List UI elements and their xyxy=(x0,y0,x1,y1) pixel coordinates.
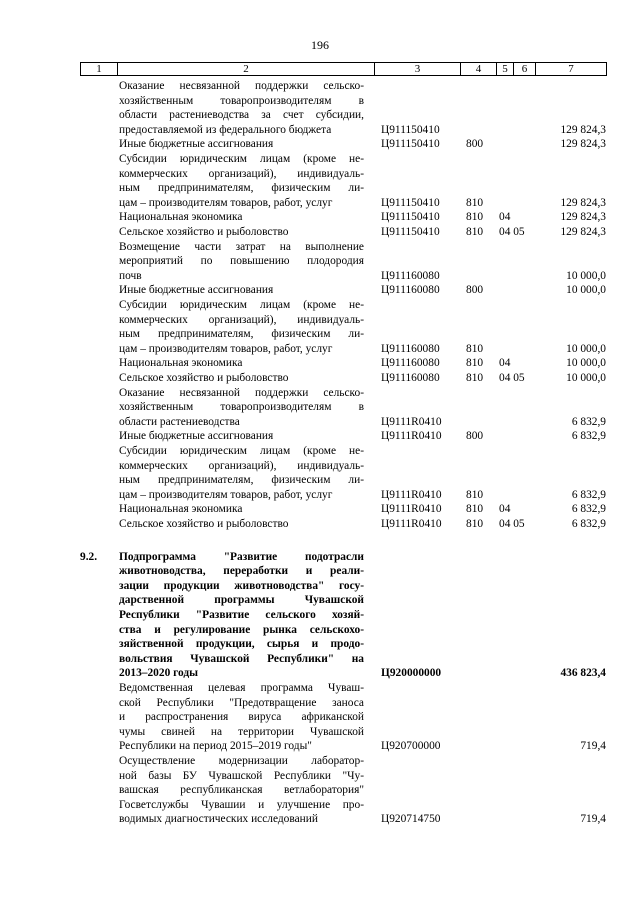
row-description xyxy=(119,79,364,137)
row-sum: 719,4 xyxy=(580,740,606,753)
header-col-5: 5 xyxy=(497,63,514,75)
header-col-2: 2 xyxy=(118,63,375,75)
row-code: Ц9111R0410 xyxy=(381,503,442,516)
description-line: вольствия Чувашской Республики" на xyxy=(119,652,364,665)
row-sum: 6 832,9 xyxy=(571,488,606,501)
description-line: Оказание несвязанной поддержки сельско- xyxy=(119,386,364,399)
row-description xyxy=(119,356,364,371)
row-description xyxy=(119,152,364,210)
row-expense-type: 800 xyxy=(466,138,484,151)
row-code: Ц911160080 xyxy=(381,342,440,355)
description-line: области растениеводства за счет субсидии, xyxy=(119,109,364,122)
description-line: животноводства, переработки и реали- xyxy=(119,565,364,578)
description-line: Субсидии юридическим лицам (кроме не- xyxy=(119,299,364,311)
description-line: ным предпринимателям, физическим ли- xyxy=(119,182,364,195)
row-code: Ц911160080 xyxy=(381,357,440,370)
row-sum: 129 824,3 xyxy=(560,226,606,238)
description-line: хозяйственным товаропроизводителям в xyxy=(119,401,364,414)
row-code: Ц9111R0410 xyxy=(381,518,442,530)
row-code: Ц911150410 xyxy=(381,138,440,151)
row-description xyxy=(119,225,364,240)
row-code: Ц920714750 xyxy=(381,813,441,826)
header-col-4: 4 xyxy=(461,63,497,75)
description-line: Субсидии юридическим лицам (кроме не- xyxy=(119,445,364,457)
row-description xyxy=(119,681,364,754)
description-line: цам – производителям товаров, работ, услуг xyxy=(119,196,333,209)
row-expense-type: 800 xyxy=(466,284,484,297)
description-line: ства и регулирование рынка сельскохо- xyxy=(119,623,364,636)
row-expense-type: 810 xyxy=(466,372,484,384)
description-line: цам – производителям товаров, работ, услуг xyxy=(119,488,333,501)
row-expense-type: 810 xyxy=(466,196,484,209)
description-line: коммерческих организаций), индивидуаль- xyxy=(119,459,364,472)
row-expense-type: 800 xyxy=(466,430,484,443)
row-sum: 6 832,9 xyxy=(571,415,606,428)
row-code: Ц911150410 xyxy=(381,123,440,136)
row-sum: 10 000,0 xyxy=(566,284,606,297)
row-description xyxy=(119,137,364,152)
description-line: Национальная экономика xyxy=(119,503,243,516)
description-line: Ведомственная целевая программа Чуваш- xyxy=(119,682,364,694)
row-expense-type: 810 xyxy=(466,503,484,516)
row-code: Ц911160080 xyxy=(381,269,440,282)
row-description xyxy=(119,240,364,284)
description-line: чумы свиней на территории Чувашской xyxy=(119,725,364,738)
row-description xyxy=(119,517,364,532)
description-line: ным предпринимателям, физическим ли- xyxy=(119,474,364,487)
row-sum: 129 824,3 xyxy=(560,123,606,136)
row-sum: 129 824,3 xyxy=(560,211,606,224)
description-line: Госветслужбы Чувашии и улучшение про- xyxy=(119,798,364,811)
row-expense-type: 810 xyxy=(466,342,484,355)
row-sum: 129 824,3 xyxy=(560,196,606,209)
description-line: Иные бюджетные ассигнования xyxy=(119,430,274,443)
row-code: Ц9111R0410 xyxy=(381,415,442,428)
row-description xyxy=(119,444,364,502)
row-code: Ц920700000 xyxy=(381,740,441,753)
description-line: 2013–2020 годы xyxy=(119,667,199,680)
row-section: 04 xyxy=(499,357,511,370)
row-description xyxy=(119,371,364,386)
row-expense-type: 810 xyxy=(466,211,484,224)
header-col-6: 6 xyxy=(514,63,536,75)
row-expense-type: 810 xyxy=(466,226,484,238)
row-expense-type: 810 xyxy=(466,357,484,370)
row-description xyxy=(119,298,364,356)
description-line: цам – производителям товаров, работ, услуг xyxy=(119,342,333,355)
row-description xyxy=(119,429,364,444)
description-line: хозяйственным товаропроизводителям в xyxy=(119,94,364,107)
description-line: Республики на период 2015–2019 годы" xyxy=(119,740,312,753)
description-line: ным предпринимателям, физическим ли- xyxy=(119,328,364,341)
description-line: водимых диагностических исследований xyxy=(119,813,318,826)
description-line: Иные бюджетные ассигнования xyxy=(119,138,274,151)
header-col-7: 7 xyxy=(568,63,574,75)
row-sum: 719,4 xyxy=(580,813,606,826)
row-sum: 10 000,0 xyxy=(566,357,606,370)
row-section: 04 05 xyxy=(499,372,525,384)
description-line: и распространения вируса африканской xyxy=(119,711,364,724)
description-line: Подпрограмма "Развитие подотрасли xyxy=(119,550,364,563)
description-line: Оказание несвязанной поддержки сельско- xyxy=(119,80,364,92)
row-description xyxy=(119,386,364,430)
row-description xyxy=(119,283,364,298)
description-line: Иные бюджетные ассигнования xyxy=(119,284,274,297)
row-section: 04 xyxy=(499,211,511,224)
row-code: Ц911150410 xyxy=(381,196,440,209)
row-description xyxy=(119,210,364,225)
header-col-1: 1 xyxy=(81,63,118,75)
description-line: коммерческих организаций), индивидуаль- xyxy=(119,167,364,180)
row-description xyxy=(119,754,364,827)
description-line: ской Республики "Предотвращение заноса xyxy=(119,696,364,709)
description-line: Республики "Развитие сельского хозяй- xyxy=(119,608,364,621)
row-code: Ц920000000 xyxy=(381,667,442,680)
row-code: Ц911160080 xyxy=(381,284,440,297)
row-number: 9.2. xyxy=(80,550,98,563)
row-section: 04 05 xyxy=(499,518,525,530)
description-line: вашская республиканская ветлаборатория" xyxy=(119,784,364,797)
description-line: ной базы БУ Чувашской Республики "Чу- xyxy=(119,769,364,782)
description-line: Сельское хозяйство и рыболовство xyxy=(119,226,289,238)
row-expense-type: 810 xyxy=(466,518,484,530)
row-code: Ц911150410 xyxy=(381,211,440,224)
row-sum: 436 823,4 xyxy=(560,667,606,680)
row-expense-type: 810 xyxy=(466,488,484,501)
row-code: Ц9111R0410 xyxy=(381,488,442,501)
description-line: Сельское хозяйство и рыболовство xyxy=(119,372,289,384)
description-line: Осуществление модернизации лаборатор- xyxy=(119,755,364,767)
row-section: 04 05 xyxy=(499,226,525,238)
row-section: 04 xyxy=(499,503,511,516)
description-line: Национальная экономика xyxy=(119,357,243,370)
row-code: Ц911160080 xyxy=(381,372,440,384)
row-sum: 6 832,9 xyxy=(571,518,606,530)
row-code: Ц9111R0410 xyxy=(381,430,442,443)
row-sum: 10 000,0 xyxy=(566,269,606,282)
row-sum: 10 000,0 xyxy=(566,342,606,355)
description-line: Национальная экономика xyxy=(119,211,243,224)
description-line: области растениеводства xyxy=(119,415,240,428)
description-line: мероприятий по повышению плодородия xyxy=(119,255,364,268)
description-line: предоставляемой из федерального бюджета xyxy=(119,123,332,136)
description-line: Субсидии юридическим лицам (кроме не- xyxy=(119,153,364,165)
description-line: зации продукции животноводства" госу- xyxy=(119,579,364,592)
description-line: Сельское хозяйство и рыболовство xyxy=(119,518,289,530)
description-line: зяйственной продукции, сырья и продо- xyxy=(119,638,364,651)
description-line: почв xyxy=(119,269,142,282)
row-sum: 6 832,9 xyxy=(571,430,606,443)
description-line: Возмещение части затрат на выполнение xyxy=(119,240,364,253)
page-number: 196 xyxy=(311,38,329,52)
row-description xyxy=(119,550,364,681)
description-line: коммерческих организаций), индивидуаль- xyxy=(119,313,364,326)
table-header xyxy=(80,62,607,76)
row-sum: 129 824,3 xyxy=(560,138,606,151)
row-sum: 10 000,0 xyxy=(566,372,606,384)
header-col-3: 3 xyxy=(375,63,461,75)
description-line: дарственной программы Чувашской xyxy=(119,594,364,607)
row-description xyxy=(119,502,364,517)
row-sum: 6 832,9 xyxy=(571,503,606,516)
row-code: Ц911150410 xyxy=(381,226,440,238)
